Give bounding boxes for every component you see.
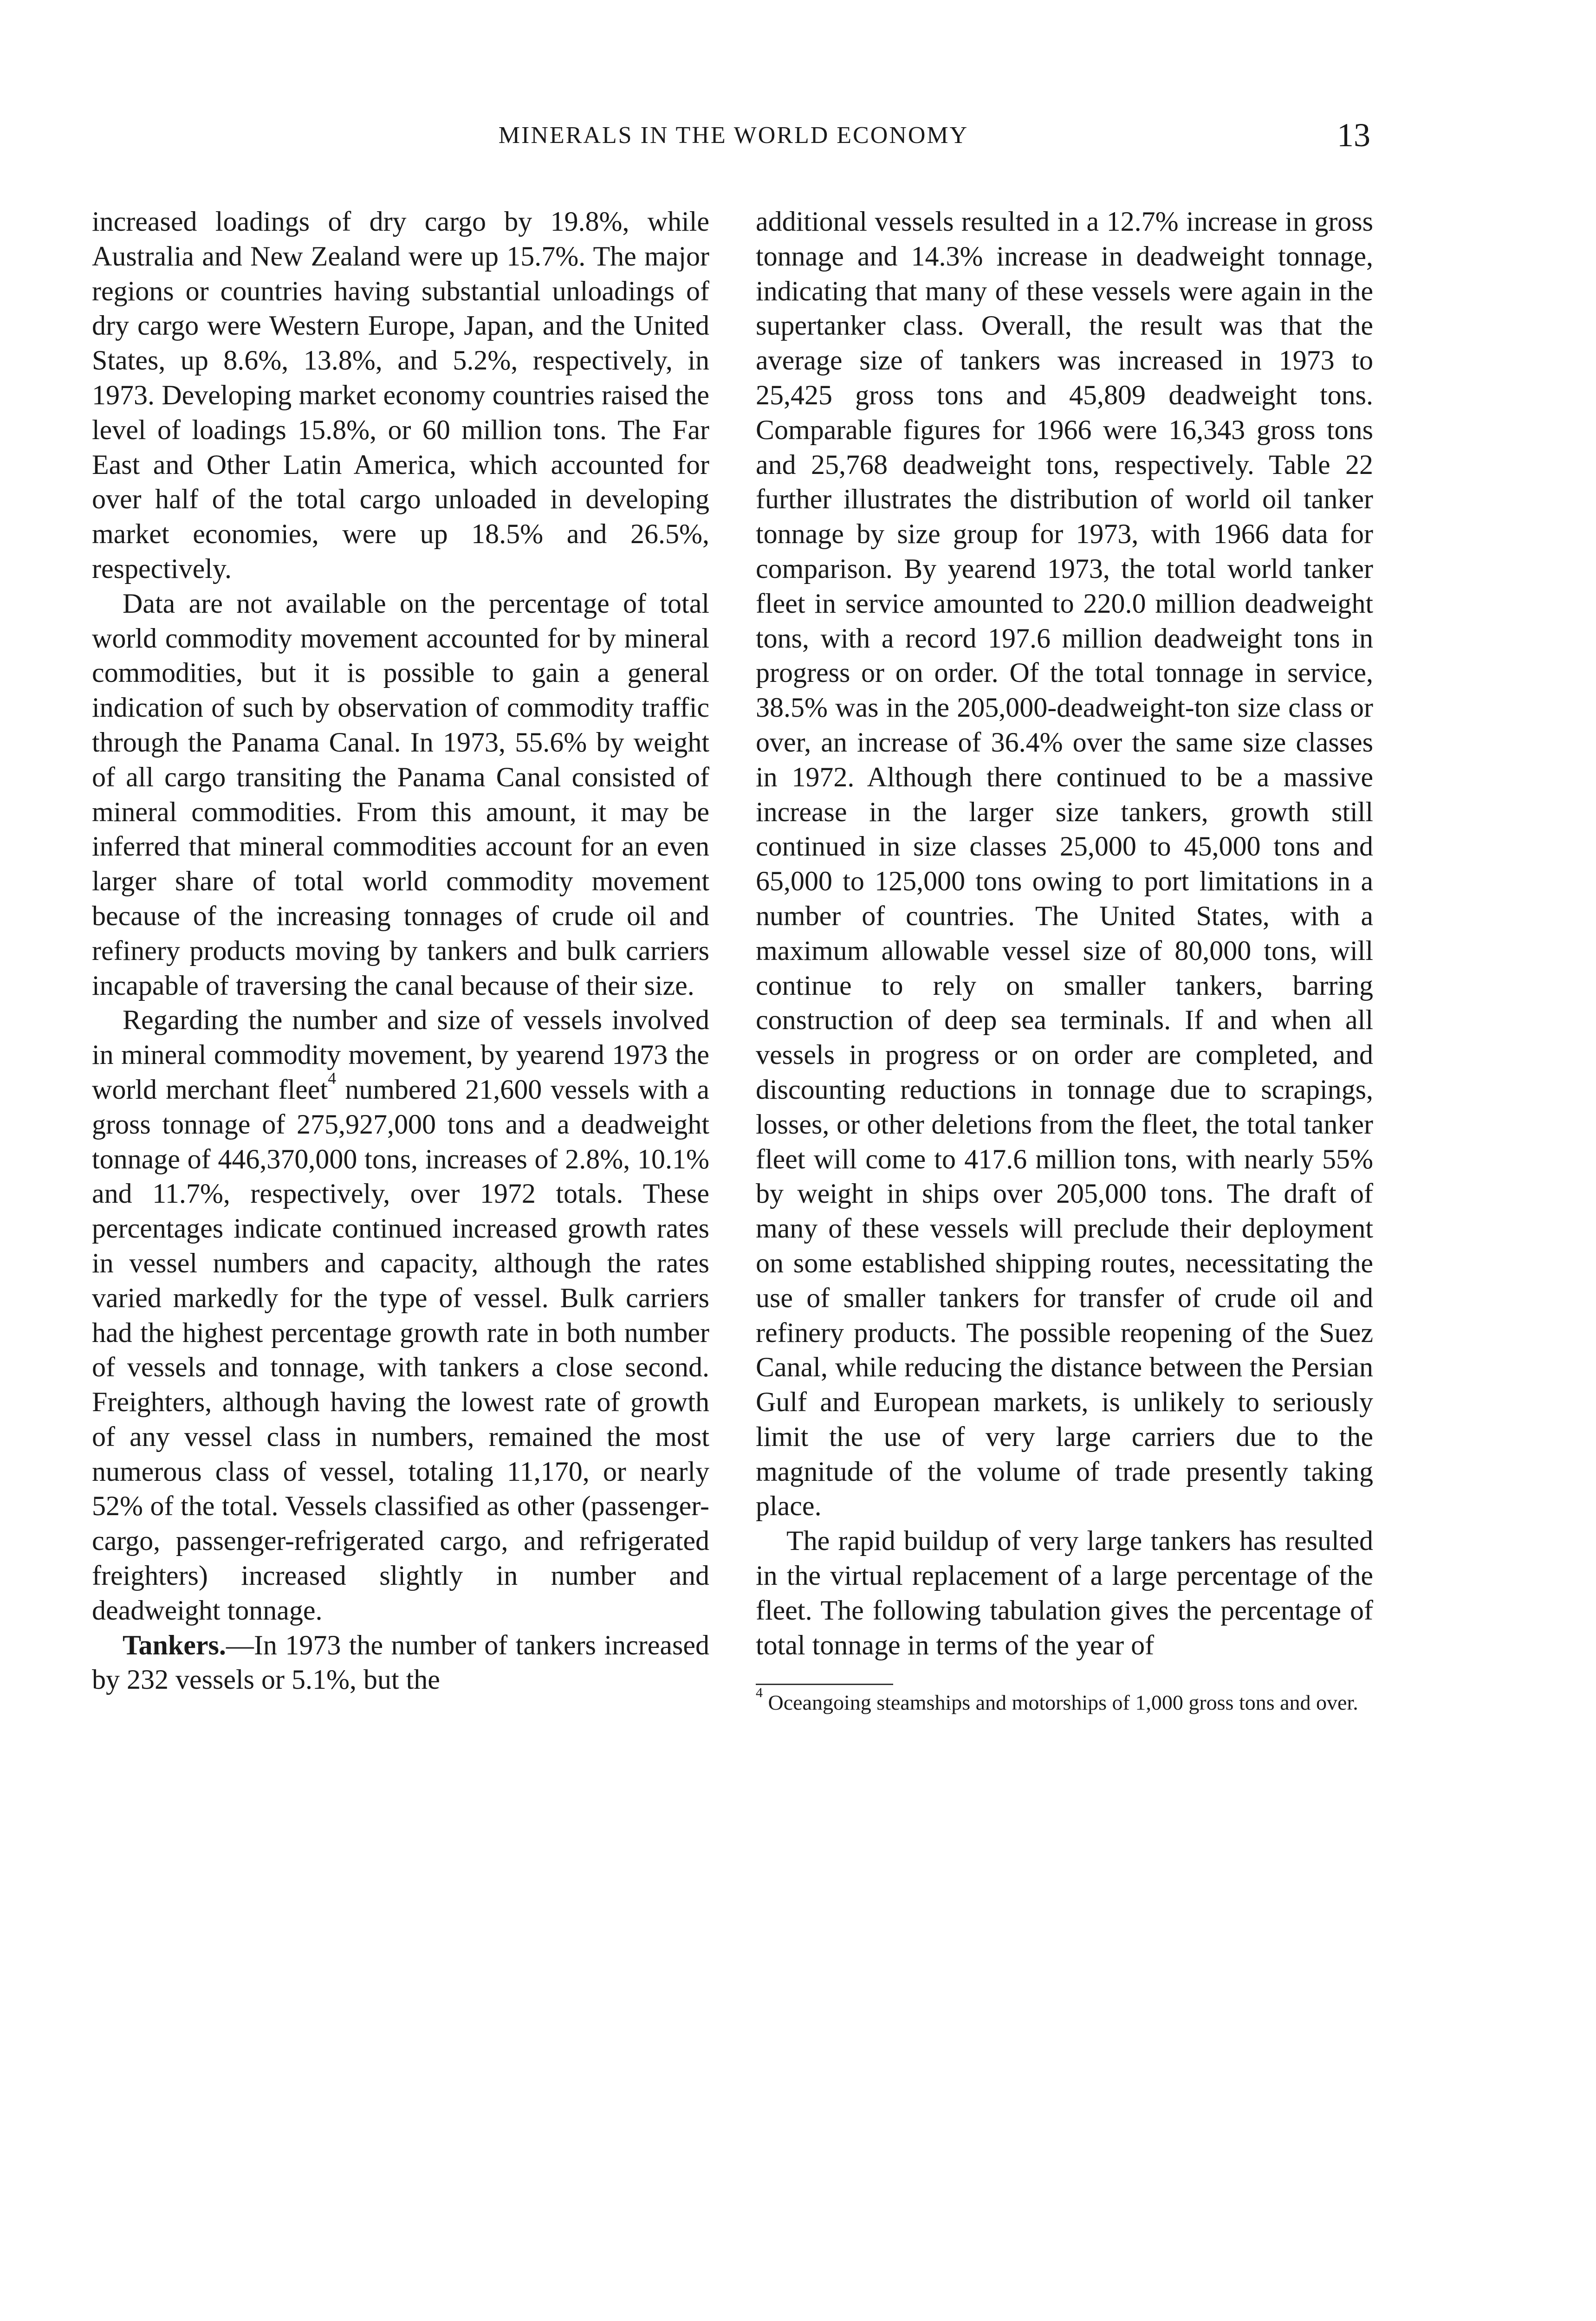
paragraph-tankers <box>92 1628 709 1698</box>
paragraph-panama-canal: Data are not available on the percentage of total world commodity movement accounted for by mineral commodities, but it is possible to gain a general indication of such by observation of commodity traffic through the Panama Canal. In 1973, 55.6% by weight of all cargo transiting the Panama Canal consisted of mineral commodities. From this amount, it may be inferred that mineral commodities account for an even larger share of total world commodity movement because of the increasing tonnages of crude oil and refinery products moving by tankers and bulk carriers incapable of traversing the canal because of their size. <box>92 588 709 1001</box>
footnote-mark: 4 <box>756 1685 763 1701</box>
paragraph-dry-cargo: increased loadings of dry cargo by 19.8%, while Australia and New Zealand were up 15.7%. The major regions or countries having substantial unloadings of dry cargo were Western Europe, Japan, and the United States, up 8.6%, 13.8%, and 5.2%, respectively, in 1973. Developing market economy countries raised the level of loadings 15.8%, or 60 million tons. The Far East and Other Latin America, which accounted for over half of the total cargo unloaded in developing market economies, were up 18.5% and 26.5%, respectively. <box>92 206 709 584</box>
tankers-heading: Tankers. <box>123 1629 226 1660</box>
right-column <box>756 204 1373 1716</box>
footnote <box>756 1685 1373 1716</box>
merchant-fleet-text-a: Regarding the number and size of vessels involved in mineral commodity movement, by yearend 1973 the world merchant fleet <box>92 1005 709 1105</box>
tankers-text: —In 1973 the number of tankers increased by 232 vessels or 5.1%, but the <box>92 1629 709 1695</box>
left-column <box>92 204 709 1697</box>
paragraph-tanker-tonnage: additional vessels resulted in a 12.7% increase in gross tonnage and 14.3% increase in deadweight tonnage, indicating that many of these vessels were again in the supertanker class. Overall, the result was that the average size of tankers was increased in 1973 to 25,425 gross tons and 45,809 deadweight tons. Comparable figures for 1966 were 16,343 gross tons and 25,768 deadweight tons, respectively. Table 22 further illustrates the distribution of world oil tanker tonnage by size group for 1973, with 1966 data for comparison. By yearend 1973, the total world tanker fleet in service amounted to 220.0 million deadweight tons, with a record 197.6 million deadweight tons in progress or on order. Of the total tonnage in service, 38.5% was in the 205,000-deadweight-ton size class or over, an increase of 36.4% over the same size classes in 1972. Although there continued to be a massive increase in the larger size tankers, growth still continued in size classes 25,000 to 45,000 tons and 65,000 to 125,000 tons owing to port limitations in a number of countries. The United States, with a maximum allowable vessel size of 80,000 tons, will continue to rely on smaller tankers, barring construction of deep sea terminals. If and when all vessels in progress or on order are completed, and discounting reductions in tonnage due to scrapings, losses, or other deletions from the fleet, the total tanker fleet will come to 417.6 million tons, with nearly 55% by weight in ships over 205,000 tons. The draft of many of these vessels will preclude their deployment on some established shipping routes, necessitating the use of smaller tankers for transfer of crude oil and refinery products. The possible reopening of the Suez Canal, while reducing the distance between the Persian Gulf and European markets, is unlikely to seriously limit the use of very large carriers due to the magnitude of the volume of trade presently taking place. <box>756 206 1373 1522</box>
footnote-divider <box>756 1684 893 1685</box>
page-number: 13 <box>1337 117 1370 154</box>
paragraph-merchant-fleet <box>92 1003 709 1627</box>
footnote-text: Oceangoing steamships and motorships of 1,000 gross tons and over. <box>763 1691 1358 1715</box>
running-head: MINERALS IN THE WORLD ECONOMY <box>498 122 969 149</box>
footnote-reference: 4 <box>328 1069 337 1088</box>
paragraph-tanker-buildup: The rapid buildup of very large tankers has resulted in the virtual replacement of a large percentage of the fleet. The following tabulation gives the percentage of total tonnage in terms of the year of <box>756 1525 1373 1660</box>
merchant-fleet-text-b: numbered 21,600 vessels with a gross tonnage of 275,927,000 tons and a deadweight tonnage of 446,370,000 tons, increases of 2.8%, 10.1% and 11.7%, respectively, over 1972 totals. These percentages indicate continued increased growth rates in vessel numbers and capacity, although the rates varied markedly for the type of vessel. Bulk carriers had the highest percentage growth rate in both number of vessels and tonnage, with tankers a close second. Freighters, although having the lowest rate of growth of any vessel class in numbers, remained the most numerous class of vessel, totaling 11,170, or nearly 52% of the total. Vessels classified as other (passenger-cargo, passenger-refrigerated cargo, and refrigerated freighters) increased slightly in number and deadweight tonnage. <box>92 1074 709 1626</box>
